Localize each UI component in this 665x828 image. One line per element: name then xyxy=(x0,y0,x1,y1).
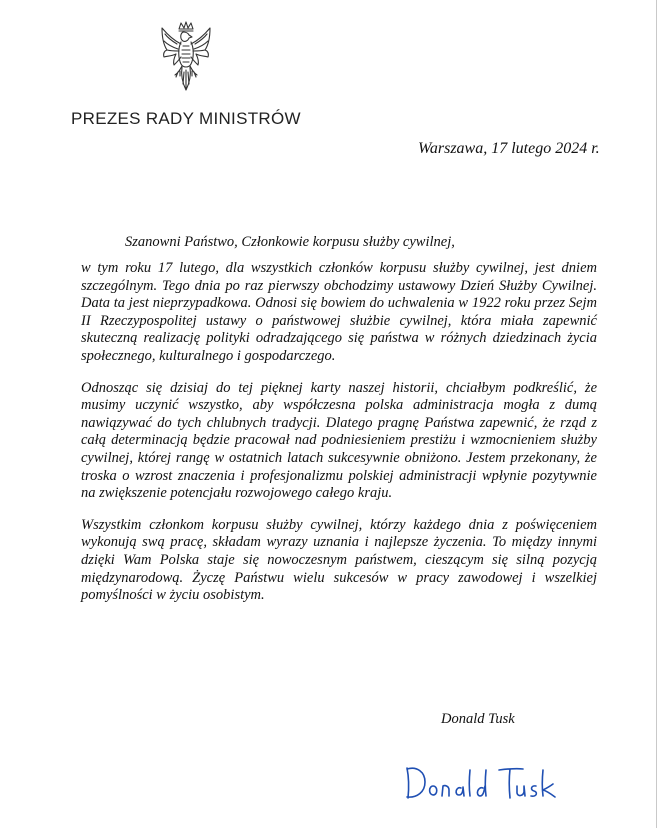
office-title: PREZES RADY MINISTRÓW xyxy=(71,109,301,128)
salutation: Szanowni Państwo, Członkowie korpusu służby cywilnej, xyxy=(125,234,455,250)
page-edge-divider xyxy=(656,0,657,828)
letter-body xyxy=(81,260,597,619)
paragraph: w tym roku 17 lutego, dla wszystkich członków korpusu służby cywilnej, jest dniem szczególnym. Tego dnia po raz pierwszy obchodzimy ustawowy Dzień Służby Cywilnej. Data ta jest nieprzypadkowa. Odnosi się bowiem do uchwalenia w 1922 roku przez Sejm II Rzeczypospolitej ustawy o państwowej służbie cywilnej, która miała zapewnić skuteczną realizację polityki odradzającego się państwa w różnych dziedzinach życia społecznego, kulturalnego i gospodarczego. xyxy=(81,260,597,364)
eagle-emblem-icon xyxy=(159,20,213,92)
place-date: Warszawa, 17 lutego 2024 r. xyxy=(418,140,600,157)
handwritten-signature xyxy=(403,756,563,806)
paragraph: Wszystkim członkom korpusu służby cywilnej, którzy każdego dnia z poświęceniem wykonują swą pracę, składam wyrazy uznania i najlepsze życzenia. To między innymi dzięki Wam Polska staje się nowoczesnym państwem, cieszącym się silną pozycją międzynarodową. Życzę Państwu wielu sukcesów w pracy zawodowej i wszelkiej pomyślności w życiu osobistym. xyxy=(81,516,597,604)
paragraph: Odnosząc się dzisiaj do tej pięknej karty naszej historii, chciałbym podkreślić, że musimy uczynić wszystko, aby współczesna polska administracja mogła z dumą nawiązywać do tych chlubnych tradycji. Dlatego pragnę Państwa zapewnić, że rząd z całą determinacją będzie pracował nad podniesieniem prestiżu i wzmocnieniem służby cywilnej, której rangę w ostatnich latach sukcesywnie obniżono. Jestem przekonany, że troska o wzrost znaczenia i profesjonalizmu polskiej administracji wpłynie pozytywnie na zwiększenie potencjału rozwojowego całego kraju. xyxy=(81,379,597,502)
signatory-name: Donald Tusk xyxy=(441,711,515,727)
